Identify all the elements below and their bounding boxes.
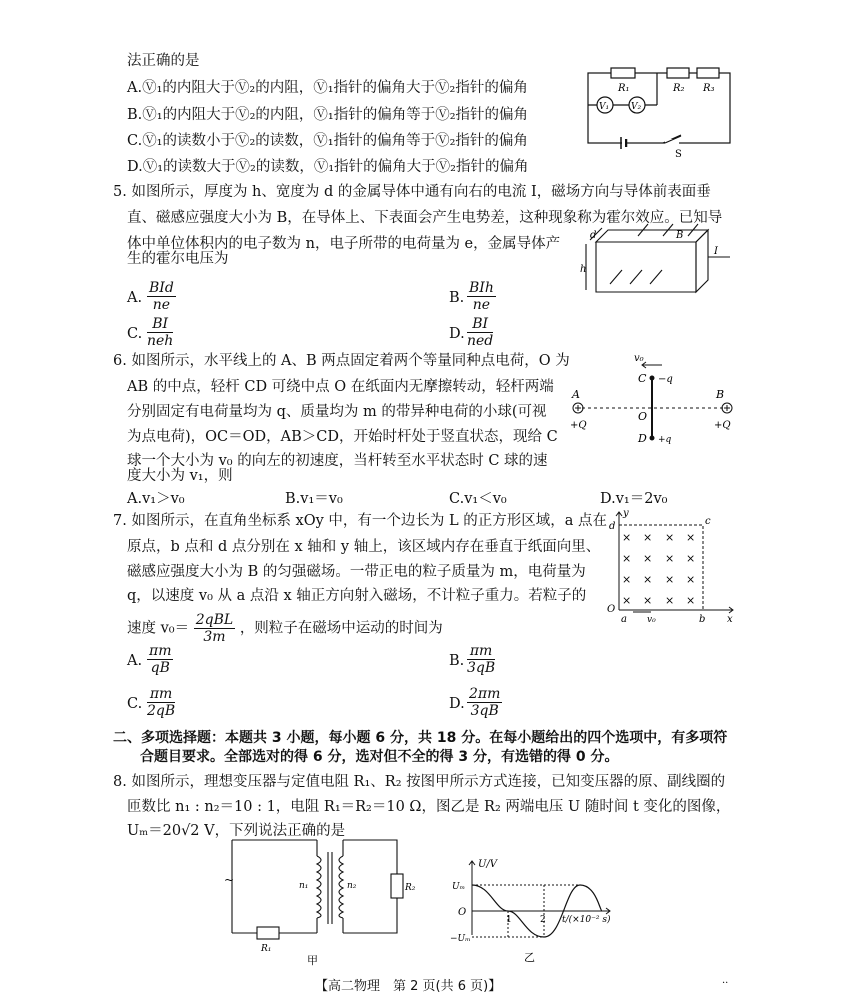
q8-line-2: 匝数比 n₁ : n₂＝10 : 1，电阻 R₁＝R₂＝10 Ω，图乙是 R₂ 两端电压 U 随时间 t 变化的图像， xyxy=(127,799,731,815)
q5-line-4: 生的霍尔电压为 xyxy=(127,251,229,267)
svg-text:R₁: R₁ xyxy=(618,83,630,94)
svg-text:B: B xyxy=(676,230,684,241)
svg-text:+Q: +Q xyxy=(570,420,587,431)
q7-line-3: 磁感应强度大小为 B 的匀强磁场。一带正电的粒子质量为 m，电荷量为 xyxy=(127,564,586,580)
q4-option-b[interactable]: B.Ⓥ₁的内阻大于Ⓥ₂的内阻，Ⓥ₁指针的偏角等于Ⓥ₂指针的偏角 xyxy=(127,107,529,123)
q8-transformer-figure-jia xyxy=(222,838,417,968)
svg-text:+q: +q xyxy=(658,435,672,445)
svg-text:2: 2 xyxy=(540,915,546,925)
svg-text:a: a xyxy=(621,614,627,625)
svg-text:×: × xyxy=(643,531,653,544)
svg-text:I: I xyxy=(714,246,718,257)
resistor-r3 xyxy=(697,68,719,78)
q5-hall-block-figure xyxy=(578,222,738,297)
svg-text:O: O xyxy=(638,410,648,423)
svg-text:R₁: R₁ xyxy=(261,944,272,954)
q6-line-6: 度大小为 v₁，则 xyxy=(127,468,233,484)
svg-text:d: d xyxy=(590,230,597,241)
svg-text:x: x xyxy=(727,614,733,625)
svg-text:~: ~ xyxy=(224,873,235,887)
svg-text:Uₘ: Uₘ xyxy=(452,882,466,892)
q6-line-5: 球一个大小为 v₀ 的向左的初速度，当杆转至水平状态时 C 球的速 xyxy=(127,453,548,469)
svg-text:C: C xyxy=(638,372,647,385)
q6-option-c[interactable]: C.v₁＜v₀ xyxy=(449,491,507,507)
q4-option-d[interactable]: D.Ⓥ₁的读数大于Ⓥ₂的读数，Ⓥ₁指针的偏角大于Ⓥ₂指针的偏角 xyxy=(127,159,529,175)
svg-text:d: d xyxy=(609,521,616,532)
svg-text:×: × xyxy=(643,594,653,607)
svg-text:O: O xyxy=(458,907,467,918)
q8-line-3: Uₘ＝20√2 V，下列说法正确的是 xyxy=(127,823,346,839)
q4-option-a[interactable]: A.Ⓥ₁的内阻大于Ⓥ₂的内阻，Ⓥ₁指针的偏角大于Ⓥ₂指针的偏角 xyxy=(127,80,528,96)
svg-text:D: D xyxy=(638,432,647,445)
q5-line-2: 直、磁感应强度大小为 B，在导体上、下表面会产生电势差，这种现象称为霍尔效应。已知导 xyxy=(127,210,723,226)
q6-option-b[interactable]: B.v₁＝v₀ xyxy=(285,491,343,507)
svg-text:v₀: v₀ xyxy=(647,615,656,625)
svg-text:t/(×10⁻² s): t/(×10⁻² s) xyxy=(562,915,611,925)
svg-text:×: × xyxy=(622,594,632,607)
q6-line-2: AB 的中点，轻杆 CD 可绕中点 O 在纸面内无摩擦转动，轻杆两端 xyxy=(127,379,554,395)
svg-text:×: × xyxy=(686,552,696,565)
svg-text:×: × xyxy=(686,531,696,544)
svg-text:×: × xyxy=(686,573,696,586)
q7-line-2: 原点，b 点和 d 点分别在 x 轴和 y 轴上，该区域内存在垂直于纸面向里、 xyxy=(127,539,601,555)
q7-line-1: 7. 如图所示，在直角坐标系 xOy 中，有一个边长为 L 的正方形区域，a 点在 xyxy=(113,513,608,529)
section-2-heading-line-1: 二、多项选择题：本题共 3 小题，每小题 6 分，共 18 分。在每小题给出的四个选项中，有多项符 xyxy=(113,730,728,746)
q8-line-1: 8. 如图所示，理想变压器与定值电阻 R₁、R₂ 按图甲所示方式连接，已知变压器的原、副线圈的 xyxy=(113,774,726,790)
q6-option-d[interactable]: D.v₁＝2v₀ xyxy=(600,491,668,507)
svg-text:−q: −q xyxy=(658,374,673,385)
svg-text:y: y xyxy=(623,508,629,519)
svg-text:U/V: U/V xyxy=(478,859,498,870)
svg-text:+Q: +Q xyxy=(714,420,731,431)
svg-text:h: h xyxy=(580,264,587,275)
page-footer: 【高二物理 第 2 页(共 6 页)】 xyxy=(315,979,502,994)
q5-line-3: 体中单位体积内的电子数为 n，电子所带的电荷量为 e，金属导体产 xyxy=(127,236,561,252)
q7-line-4: q，以速度 v₀ 从 a 点沿 x 轴正方向射入磁场，不计粒子重力。若粒子的 xyxy=(127,588,587,604)
q6-line-4: 为点电荷)，OC＝OD，AB＞CD，开始时杆处于竖直状态，现给 C xyxy=(127,429,558,445)
svg-text:S: S xyxy=(675,149,682,160)
svg-text:A: A xyxy=(572,388,580,401)
svg-text:R₃: R₃ xyxy=(703,83,715,94)
q8-voltage-graph-figure-yi xyxy=(450,855,625,967)
svg-text:×: × xyxy=(686,594,696,607)
q7-speed-line: 速度 v₀＝ $\frac{\text{2qBL}}{3m}$ ，则粒子在磁场中运动的时间为 xyxy=(127,612,443,645)
svg-text:×: × xyxy=(622,552,632,565)
svg-text:×: × xyxy=(665,531,675,544)
svg-text:1: 1 xyxy=(506,915,512,925)
svg-text:n₁: n₁ xyxy=(299,881,309,891)
q6-line-1: 6. 如图所示，水平线上的 A、B 两点固定着两个等量同种点电荷，O 为 xyxy=(113,353,570,369)
resistor-r1 xyxy=(611,68,635,78)
corner-mark: ·· xyxy=(722,978,729,989)
q4-circuit-figure xyxy=(585,65,735,160)
q6-option-a[interactable]: A.v₁＞v₀ xyxy=(127,491,185,507)
svg-text:V₁: V₁ xyxy=(599,102,610,112)
q7-cross-marks xyxy=(622,531,695,607)
q6-line-3: 分别固定有电荷量均为 q、质量均为 m 的带异种电荷的小球(可视 xyxy=(127,404,547,420)
svg-text:n₂: n₂ xyxy=(347,881,357,891)
q4-tail: 法正确的是 xyxy=(127,53,200,69)
svg-text:R₂: R₂ xyxy=(405,883,416,893)
svg-text:×: × xyxy=(622,531,632,544)
svg-text:×: × xyxy=(665,573,675,586)
svg-text:v₀: v₀ xyxy=(634,353,644,364)
svg-text:B: B xyxy=(716,388,725,401)
q4-option-c[interactable]: C.Ⓥ₁的读数小于Ⓥ₂的读数，Ⓥ₁指针的偏角等于Ⓥ₂指针的偏角 xyxy=(127,133,528,149)
svg-text:×: × xyxy=(665,552,675,565)
svg-text:甲: 甲 xyxy=(307,954,318,967)
svg-text:乙: 乙 xyxy=(524,951,535,964)
svg-text:c: c xyxy=(705,516,711,527)
svg-text:×: × xyxy=(643,552,653,565)
q5-line-1: 5. 如图所示，厚度为 h、宽度为 d 的金属导体中通有向右的电流 I，磁场方向与导体前表面垂 xyxy=(113,184,711,200)
svg-text:−Uₘ: −Uₘ xyxy=(450,934,471,944)
resistor-r2 xyxy=(667,68,689,78)
q6-charges-figure xyxy=(568,350,738,450)
svg-text:×: × xyxy=(665,594,675,607)
svg-text:×: × xyxy=(622,573,632,586)
svg-text:b: b xyxy=(699,614,706,625)
svg-text:R₂: R₂ xyxy=(673,83,685,94)
section-2-heading-line-2: 合题目要求。全部选对的得 6 分，选对但不全的得 3 分，有选错的得 0 分。 xyxy=(140,749,619,765)
svg-text:V₂: V₂ xyxy=(631,102,642,112)
svg-text:O: O xyxy=(607,604,616,615)
svg-text:×: × xyxy=(643,573,653,586)
q7-magnetic-field-figure xyxy=(603,508,738,626)
